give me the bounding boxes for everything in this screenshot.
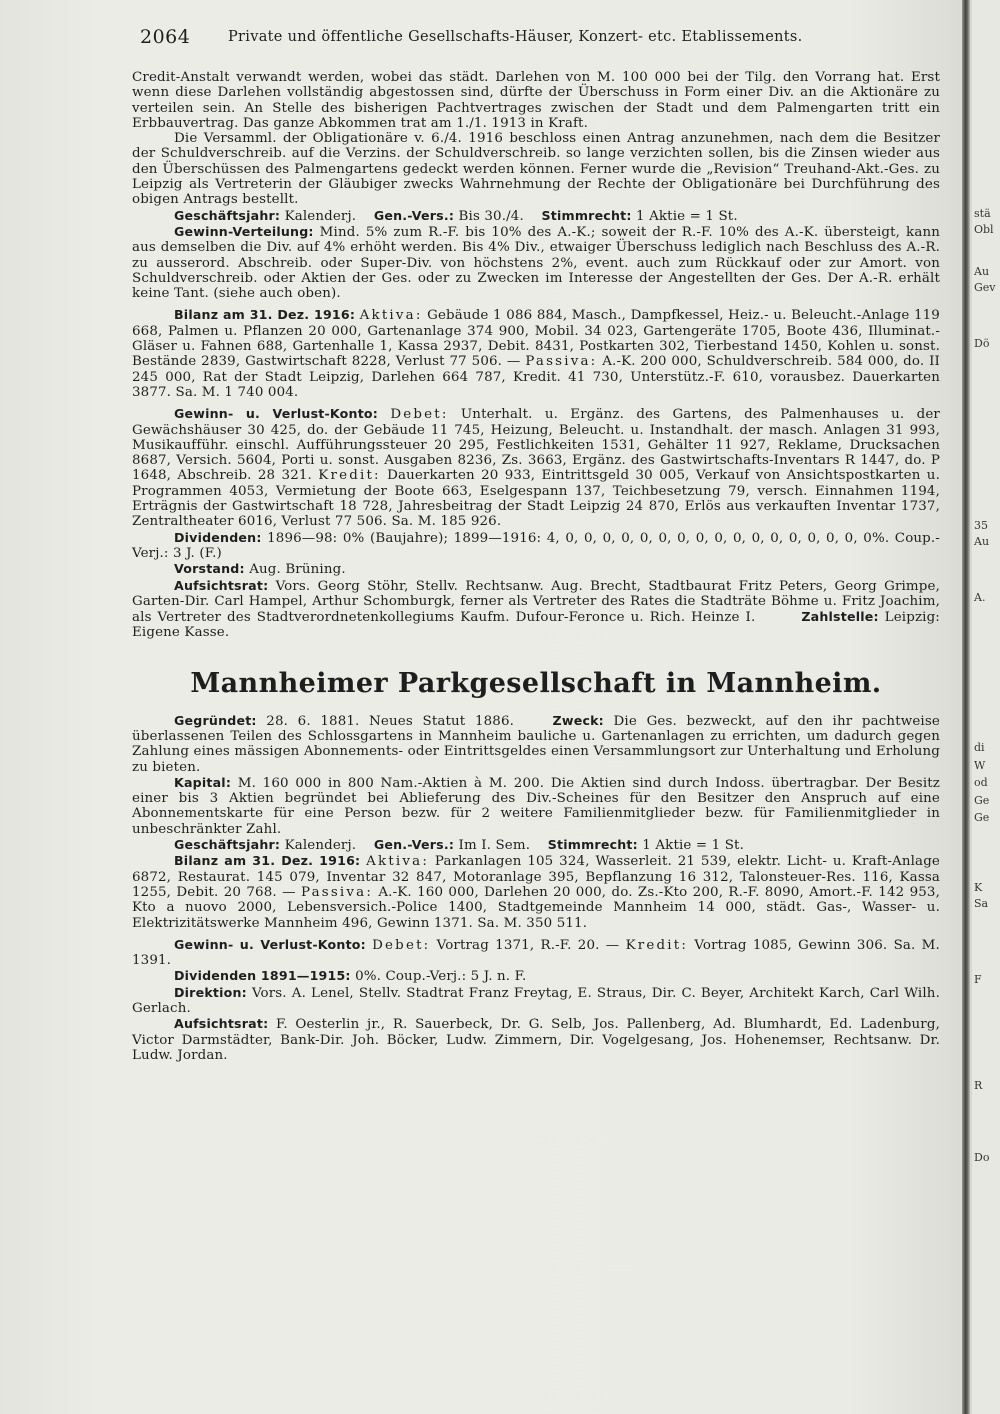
adjacent-fragment: Ge	[974, 794, 990, 807]
dividenden-line-2	[132, 968, 940, 984]
adjacent-page-edge	[972, 0, 1000, 1414]
gegruendet-label: Gegründet:	[174, 712, 257, 728]
adjacent-fragment: di	[974, 741, 985, 754]
adjacent-fragment: Sa	[974, 897, 989, 910]
aufsichtsrat-label: Aufsichtsrat:	[174, 577, 269, 593]
direktion-label: Direktion:	[174, 984, 247, 1000]
bilanz-paragraph-2	[132, 853, 940, 930]
bilanz-paragraph	[132, 307, 940, 400]
adjacent-fragment: Ge	[974, 811, 990, 824]
bilanz-label-2: Bilanz am 31. Dez. 1916:	[174, 853, 361, 869]
zahlstelle-text: Leipzig: Eigene Kasse.	[132, 610, 940, 641]
continuation-paragraph: Credit-Anstalt verwandt werden, wobei das städt. Darlehen von M. 100 000 bei der Tilg. den Vorrang hat. Erst wenn diese Darlehen vollständig abgestossen sind, dürfte der Überschuss in Form einer Div. an die Aktionäre zu verteilen sein. An Stelle des bisherigen Pachtvertrages zwischen der Stadt und dem Palmengarten tritt ein Erbbauvertrag. Das ganze Abkommen trat am 1./1. 1913 in Kraft.	[132, 70, 940, 131]
passiva-text: A.-K. 200 000, Schuldverschreib. 584 000, do. II 245 000, Rat der Stadt Leipzig, Darlehen 664 787, Kredit. 41 730, Unterstütz.-F. 610, vorausbez. Dauerkarten 3877. Sa. M. 1 740 004.	[132, 354, 940, 400]
adjacent-fragment: stä	[974, 207, 991, 220]
dividenden-label-2: Dividenden 1891—1915:	[174, 968, 351, 984]
geschaeftsjahr-line	[132, 208, 940, 224]
dividenden-paragraph	[132, 530, 940, 562]
zweck-text: Die Ges. bezweckt, auf den ihr pachtweise überlassenen Teilen des Schlossgartens in Mannheim bauliche u. Gartenanlagen zu errichten, um dadurch gegen Zahlung eines mässigen Abonnements- oder Eintrittsgeldes einen Versammlungsort zur Unterhaltung und Erholung zu bieten.	[132, 713, 940, 775]
adjacent-fragment: W	[974, 759, 986, 772]
zahlstelle-label: Zahlstelle:	[801, 609, 879, 625]
obligationaere-paragraph: Die Versamml. der Obligationäre v. 6./4. 1916 beschloss einen Antrag anzunehmen, nach dem die Besitzer der Schuldverschreib. auf die Verzins. der Schuldverschreib. so lange verzichten sollen, bis die Zinsen wieder aus den Überschüssen des Palmengartens gedeckt werden können. Ferner wurde die „Revision“ Treuhand-Akt.-Ges. zu Leipzig als Vertreterin der Gläubiger zwecks Wahrnehmung der Rechte der Obligationäre bei Durchführung des obigen Antrags bestellt.	[132, 131, 940, 208]
adjacent-fragment: Gev	[974, 281, 996, 294]
page-number: 2064	[140, 26, 191, 48]
page-header	[140, 26, 900, 50]
gen-vers-label: Gen.-Vers.:	[373, 207, 455, 223]
gewinn-verlust-label: Gewinn- u. Verlust-Konto:	[174, 406, 378, 422]
geschaeftsjahr-label-2: Geschäftsjahr:	[174, 837, 281, 853]
adjacent-fragment: Obl	[974, 223, 994, 236]
passiva-text-2: A.-K. 160 000, Darlehen 20 000, do. Zs.-Kto 200, R.-F. 8090, Amort.-F. 142 953, Kto a nuovo 2000, Lebensversich.-Police 1400, Stadtgemeinde Mannheim 14 000, städt. Gas-, Wasser- u. Elektrizitätswerke Mannheim 496, Gewinn 1371. Sa. M. 350 511.	[132, 884, 940, 931]
stimmrecht-value-2: 1 Aktie = 1 St.	[642, 838, 744, 854]
bilanz-label: Bilanz am 31. Dez. 1916:	[174, 307, 356, 323]
kredit-text: Dauerkarten 20 933, Eintrittsgeld 30 005, Verkauf von Ansichtspostkarten u. Programmen 4053, Vermietung der Boote 663, Eselgespann 137, Teichbesetzung 79, versch. Einnahmen 1194, Erträgnis der Gastwirtschaft 18 728, Jahresbeitrag der Stadt Leipzig 24 870, Erlös aus verkauften Inventar 1737, Zentraltheater 6016, Verlust 77 506. Sa. M. 185 926.	[132, 468, 940, 530]
gewinn-verlust-paragraph	[132, 406, 940, 529]
company-title: Mannheimer Parkgesellschaft in Mannheim.	[190, 667, 882, 699]
aktiva-text: Gebäude 1 086 884, Masch., Dampfkessel, Heiz.- u. Beleucht.-Anlage 119 668, Palmen u. Pflanzen 20 000, Gartenanlage 374 900, Mobil. 34 023, Gartengeräte 1705, Boote 436, Illuminat.-Gläser u. Fahnen 688, Gartenhalle 1, Kassa 2937, Debit. 8431, Postkarten 302, Tierbestand 1450, Kohlen u. sonst. Bestände 2839, Gastwirtschaft 8228, Verlust 77 506. —	[132, 308, 940, 370]
direktion-text: Vors. A. Lenel, Stellv. Stadtrat Franz Freytag, E. Straus, Dir. C. Beyer, Architekt Karch, Carl Wilh. Gerlach.	[132, 985, 940, 1017]
zweck-label: Zweck:	[552, 712, 604, 728]
aufsichtsrat-paragraph-2	[132, 1016, 940, 1063]
stimmrecht-value: 1 Aktie = 1 St.	[636, 208, 738, 224]
gegruendet-paragraph	[132, 713, 940, 775]
passiva-label: Passiva:	[525, 354, 598, 370]
gen-vers-value: Bis 30./4.	[458, 208, 524, 224]
adjacent-fragment: 35	[974, 519, 988, 532]
gewinn-verlust-paragraph-2	[132, 937, 940, 969]
dividenden-text-2: 0%. Coup.-Verj.: 5 J. n. F.	[355, 969, 527, 985]
debet-text: Unterhalt. u. Ergänz. des Gartens, des Palmenhauses u. der Gewächshäuser 30 425, do. der Gebäude 11 745, Heizung, Beleucht. u. Instandhalt. der masch. Anlagen 31 993, Musikaufführ. einschl. Aufführungssteuer 20 295, Festlichkeiten 1531, Gehälter 11 927, Reklame, Drucksachen 8687, Versich. 5604, Porti u. sonst. Ausgaben 8236, Zs. 3663, Ergänz. des Gastwirtschafts-Inventars R 1447, do. P 1648, Abschreib. 28 321.	[132, 407, 940, 484]
adjacent-fragment: K	[974, 881, 983, 894]
dividenden-text: 1896—98: 0% (Baujahre); 1899—1916: 4, 0, 0, 0, 0, 0, 0, 0, 0, 0, 0, 0, 0, 0, 0, 0, 0, 0%. Coup.-Verj.: 3 J. (F.)	[132, 530, 940, 561]
aufsichtsrat-text-2: F. Oesterlin jr., R. Sauerbeck, Dr. G. Selb, Jos. Pallenberg, Ad. Blumhardt, Ed. Ladenburg, Victor Darmstädter, Bank-Dir. Joh. Böcker, Ludw. Zimmern, Dir. Vogelgesang, Jos. Hohenemser, Rechtsanw. Dr. Ludw. Jordan.	[132, 1017, 940, 1063]
dividenden-label: Dividenden:	[174, 529, 262, 545]
aufsichtsrat-paragraph	[132, 578, 940, 641]
stimmrecht-label: Stimmrecht:	[541, 207, 632, 223]
direktion-paragraph	[132, 985, 940, 1017]
kredit-text-2: Vortrag 1085, Gewinn 306. Sa. M. 1391.	[132, 937, 940, 969]
adjacent-fragment: Do	[974, 1151, 990, 1164]
geschaeftsjahr-value-2: Kalenderj.	[284, 838, 357, 854]
adjacent-fragment: Dö	[974, 337, 990, 350]
gewinn-verteilung-label: Gewinn-Verteilung:	[174, 223, 314, 239]
debet-label-2: Debet:	[372, 937, 431, 953]
gen-vers-label-2: Gen.-Vers.:	[373, 837, 455, 853]
aufsichtsrat-label-2: Aufsichtsrat:	[174, 1016, 269, 1032]
kredit-label-2: Kredit:	[625, 937, 689, 953]
aktiva-text-2: Parkanlagen 105 324, Wasserleit. 21 539, elektr. Licht- u. Kraft-Anlage 6872, Restaurat. 145 079, Inventar 32 847, Motoranlage 395, Bepflanzung 16 312, Talonsteuer-Res. 116, Kassa 1255, Debit. 20 768. —	[132, 854, 940, 900]
debet-text-2: Vortrag 1371, R.-F. 20. —	[436, 937, 620, 953]
debet-label: Debet:	[390, 407, 449, 423]
adjacent-fragment: F	[974, 973, 982, 986]
kapital-paragraph	[132, 775, 940, 837]
kapital-label: Kapital:	[174, 774, 232, 790]
adjacent-fragment: od	[974, 776, 988, 789]
adjacent-fragment: A.	[974, 591, 986, 604]
stimmrecht-label-2: Stimmrecht:	[547, 837, 638, 853]
vorstand-label: Vorstand:	[174, 561, 245, 577]
geschaeftsjahr-line-2	[132, 837, 940, 853]
passiva-label-2: Passiva:	[300, 884, 374, 900]
gewinn-verteilung-paragraph	[132, 224, 940, 301]
gegruendet-text: 28. 6. 1881. Neues Statut 1886.	[266, 713, 515, 729]
adjacent-fragment: Au	[974, 535, 990, 548]
aktiva-label-2: Aktiva:	[366, 854, 430, 870]
book-gutter	[962, 0, 970, 1414]
gewinn-verlust-label-2: Gewinn- u. Verlust-Konto:	[174, 936, 366, 952]
page-body	[132, 70, 940, 1063]
aufsichtsrat-text: Vors. Georg Stöhr, Stellv. Rechtsanw. Aug. Brecht, Stadtbaurat Fritz Peters, Georg Grimpe, Garten-Dir. Carl Hampel, Arthur Schomburgk, ferner als Vertreter des Rates die Stadträte Böhme u. Fritz Joachim, als Vertreter des Stadtverordnetenkollegiums Kaufm. Dufour-Feronce u. Rich. Heinze I.	[132, 578, 940, 626]
aktiva-label: Aktiva:	[359, 308, 423, 324]
geschaeftsjahr-label: Geschäftsjahr:	[174, 207, 281, 223]
running-title: Private und öffentliche Gesellschafts-Häuser, Konzert- etc. Etablissements.	[228, 29, 803, 45]
adjacent-fragment: Au	[974, 265, 990, 278]
gewinn-verteilung-text: Mind. 5% zum R.-F. bis 10% des A.-K.; soweit der R.-F. 10% des A.-K. übersteigt, kann aus demselben die Div. auf 4% erhöht werden. Bis 4% Div., etwaiger Überschuss lediglich nach Beschluss des A.-R. zu ausserord. Abschreib. oder Super-Div. von höchstens 2%, event. auch zum Rückkauf oder zur Amort. von Schuldverschreib. oder Aktien der Ges. oder zu Zwecken im Interesse der Angestellten der Ges. Der A.-R. erhält keine Tant. (siehe auch oben).	[132, 224, 940, 302]
geschaeftsjahr-value: Kalenderj.	[284, 208, 357, 224]
gen-vers-value-2: Im I. Sem.	[458, 838, 531, 854]
kredit-label: Kredit:	[318, 468, 381, 484]
adjacent-fragment: R	[974, 1079, 983, 1092]
kapital-text: M. 160 000 in 800 Nam.-Aktien à M. 200. Die Aktien sind durch Indoss. übertragbar. Der Besitz einer bis 3 Aktien begründet bei Ablieferung des Div.-Scheines für den Besitzer den Anspruch auf eine Abonnementskarte für eine Person bezw. für 2 weitere Familienmitglieder bezw. für Familienmitglieder in unbeschränkter Zahl.	[132, 775, 940, 837]
vorstand-text: Aug. Brüning.	[249, 562, 346, 578]
vorstand-line	[132, 561, 940, 577]
